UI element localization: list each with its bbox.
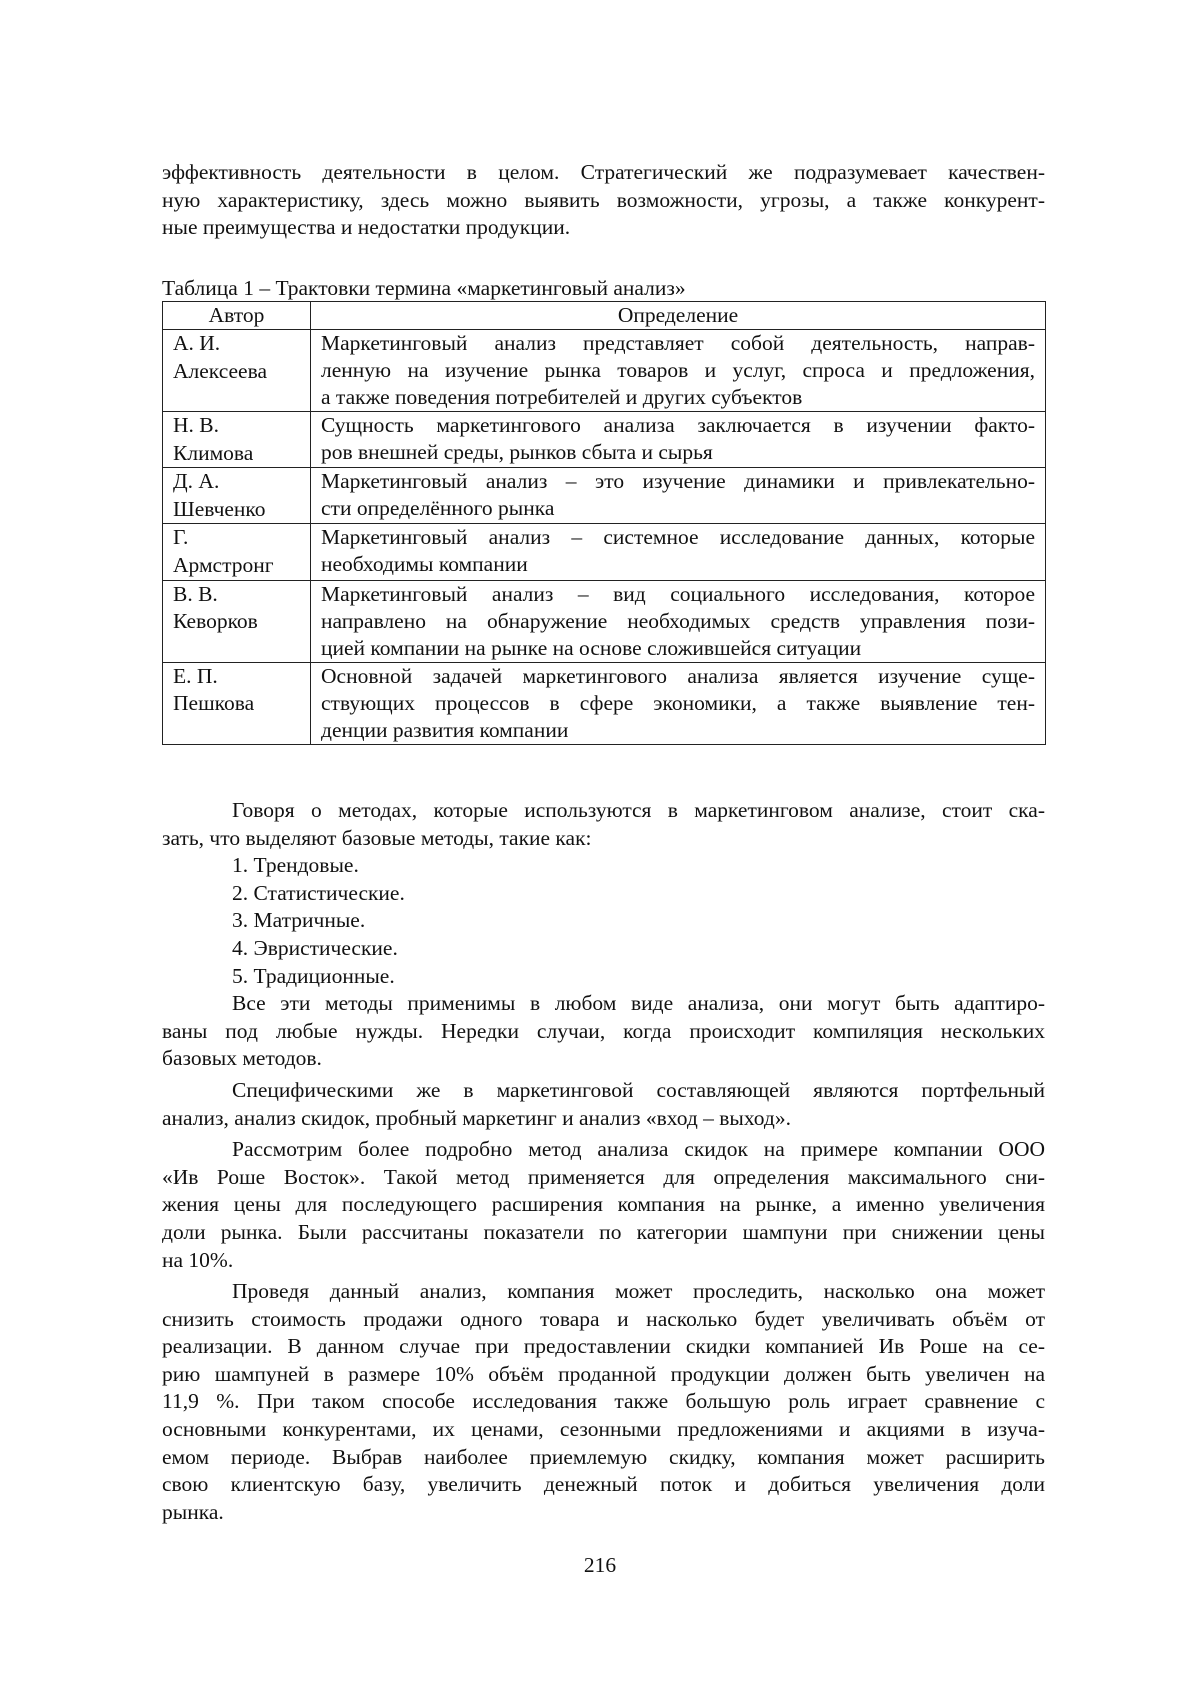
text-line: емом периоде. Выбрав наиболее приемлемую скидку, компания может расширить: [162, 1444, 1045, 1472]
text-line: Проведя данный анализ, компания может проследить, насколько она может: [162, 1278, 1045, 1306]
body-text: [162, 797, 1045, 1526]
text-line: Все эти методы применимы в любом виде анализа, они могут быть адаптиро-: [162, 990, 1045, 1018]
author-line: А. И.: [173, 330, 300, 358]
paragraph: [162, 1136, 1045, 1274]
author-line: Г.: [173, 524, 300, 552]
paragraph: [162, 1077, 1045, 1132]
text-line: основными конкурентами, их ценами, сезонными предложениями и акциями в изуча-: [162, 1416, 1045, 1444]
definition-cell: [311, 412, 1046, 468]
intro-paragraph: [162, 159, 1045, 242]
author-line: Н. В.: [173, 412, 300, 440]
definition-cell: [311, 330, 1046, 412]
author-cell: [163, 330, 311, 412]
text-line: эффективность деятельности в целом. Стратегический же подразумевает качествен-: [162, 159, 1045, 187]
definition-line: ров внешней среды, рынков сбыта и сырья: [321, 439, 1035, 466]
text-line: доли рынка. Были рассчитаны показатели по категории шампуни при снижении цены: [162, 1219, 1045, 1247]
text-line: свою клиентскую базу, увеличить денежный поток и добиться увеличения доли: [162, 1471, 1045, 1499]
list-item: 4. Эвристические.: [162, 935, 1045, 963]
definition-line: Маркетинговый анализ – это изучение динамики и привлекательно-: [321, 468, 1035, 495]
definition-cell: [311, 662, 1046, 744]
author-cell: [163, 468, 311, 524]
text-line: Специфическими же в маркетинговой составляющей являются портфельный: [162, 1077, 1045, 1105]
definition-line: Маркетинговый анализ – вид социального исследования, которое: [321, 581, 1035, 608]
header-author: Автор: [163, 302, 311, 330]
definition-line: сти определённого рынка: [321, 495, 1035, 522]
definitions-table: [162, 301, 1046, 745]
definition-line: необходимы компании: [321, 551, 1035, 578]
definition-line: Маркетинговый анализ представляет собой деятельность, направ-: [321, 330, 1035, 357]
author-cell: [163, 524, 311, 580]
header-definition: Определение: [311, 302, 1046, 330]
text-line: ную характеристику, здесь можно выявить возможности, угрозы, а также конкурент-: [162, 187, 1045, 215]
table-caption: Таблица 1 – Трактовки термина «маркетинговый анализ»: [162, 275, 686, 302]
table-row: [163, 662, 1046, 744]
definition-line: Сущность маркетингового анализа заключается в изучении факто-: [321, 412, 1035, 439]
definition-line: а также поведения потребителей и других субъектов: [321, 384, 1035, 411]
definition-line: цией компании на рынке на основе сложившейся ситуации: [321, 635, 1035, 662]
author-line: Д. А.: [173, 468, 300, 496]
definition-line: направлено на обнаружение необходимых средств управления пози-: [321, 608, 1035, 635]
text-line: Рассмотрим более подробно метод анализа скидок на примере компании ООО: [162, 1136, 1045, 1164]
definition-line: ствующих процессов в сфере экономики, а также выявление тен-: [321, 690, 1035, 717]
definition-line: Маркетинговый анализ – системное исследование данных, которые: [321, 524, 1035, 551]
text-line: Говоря о методах, которые используются в маркетинговом анализе, стоит ска-: [162, 797, 1045, 825]
author-line: Кеворков: [173, 608, 300, 636]
text-line: рынка.: [162, 1499, 1045, 1527]
author-line: Шевченко: [173, 496, 300, 524]
author-line: Армстронг: [173, 552, 300, 580]
table-row: [163, 580, 1046, 662]
author-line: Алексеева: [173, 358, 300, 386]
text-line: «Ив Роше Восток». Такой метод применяется для определения максимального сни-: [162, 1164, 1045, 1192]
table-row: [163, 468, 1046, 524]
definition-line: денции развития компании: [321, 717, 1035, 744]
text-line: анализ, анализ скидок, пробный маркетинг и анализ «вход – выход».: [162, 1105, 1045, 1133]
definition-cell: [311, 524, 1046, 580]
list-item: 3. Матричные.: [162, 907, 1045, 935]
methods-list: [162, 852, 1045, 990]
table-row: [163, 330, 1046, 412]
methods-intro-paragraph: [162, 797, 1045, 852]
text-line: рию шампуней в размере 10% объём проданной продукции должен быть увеличен на: [162, 1361, 1045, 1389]
text-line: на 10%.: [162, 1247, 1045, 1275]
definition-line: Основной задачей маркетингового анализа является изучение суще-: [321, 663, 1035, 690]
paragraph: [162, 990, 1045, 1073]
page-number: 216: [0, 1553, 1200, 1578]
definition-line: ленную на изучение рынка товаров и услуг, спроса и предложения,: [321, 357, 1035, 384]
table-header-row: [163, 302, 1046, 330]
table-row: [163, 412, 1046, 468]
author-line: В. В.: [173, 581, 300, 609]
author-cell: [163, 580, 311, 662]
list-item: 1. Трендовые.: [162, 852, 1045, 880]
author-line: Е. П.: [173, 663, 300, 691]
author-cell: [163, 412, 311, 468]
list-item: 5. Традиционные.: [162, 963, 1045, 991]
text-line: реализации. В данном случае при предоставлении скидки компанией Ив Роше на се-: [162, 1333, 1045, 1361]
paragraph: [162, 1278, 1045, 1526]
text-line: зать, что выделяют базовые методы, такие как:: [162, 825, 1045, 853]
text-line: 11,9 %. При таком способе исследования также большую роль играет сравнение с: [162, 1388, 1045, 1416]
text-line: ваны под любые нужды. Нередки случаи, когда происходит компиляция нескольких: [162, 1018, 1045, 1046]
text-line: базовых методов.: [162, 1045, 1045, 1073]
text-line: ные преимущества и недостатки продукции.: [162, 214, 1045, 242]
table-row: [163, 524, 1046, 580]
author-line: Климова: [173, 440, 300, 468]
author-line: Пешкова: [173, 690, 300, 718]
author-cell: [163, 662, 311, 744]
text-line: жения цены для последующего расширения компания на рынке, а именно увеличения: [162, 1191, 1045, 1219]
list-item: 2. Статистические.: [162, 880, 1045, 908]
definition-cell: [311, 468, 1046, 524]
text-line: снизить стоимость продажи одного товара и насколько будет увеличивать объём от: [162, 1306, 1045, 1334]
definition-cell: [311, 580, 1046, 662]
